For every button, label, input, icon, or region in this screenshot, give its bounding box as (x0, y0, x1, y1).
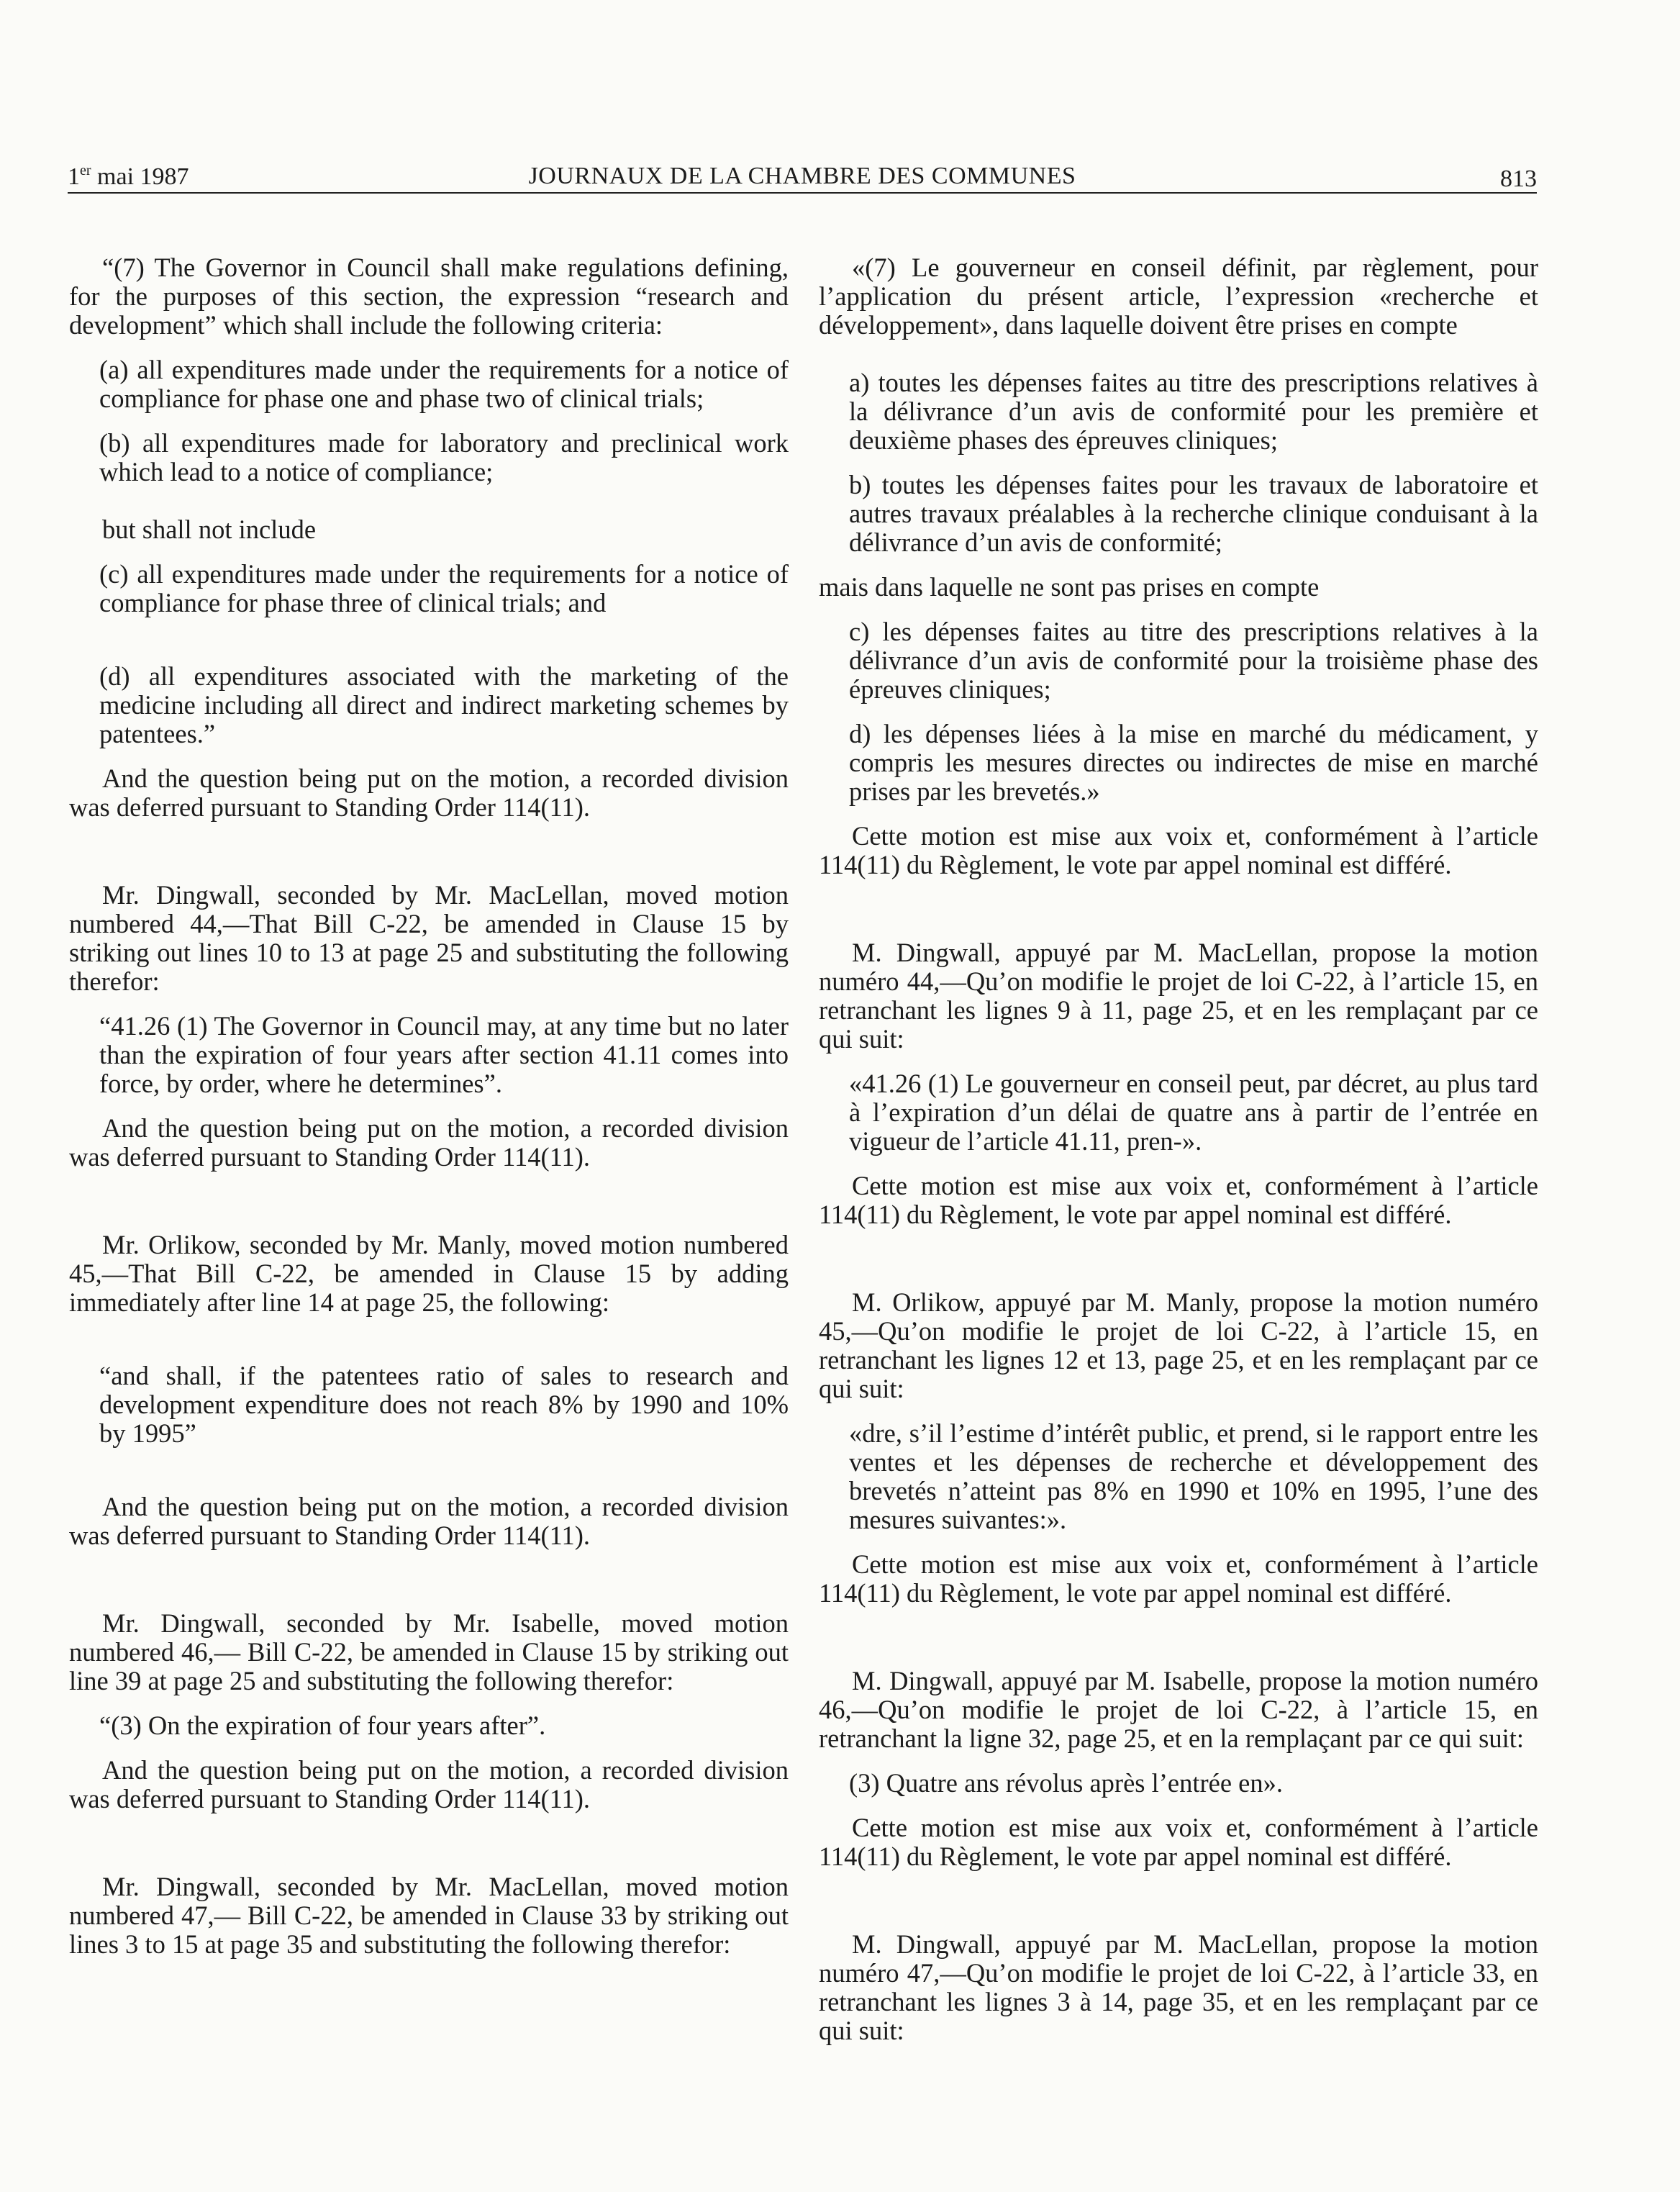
fr-paragraph: M. Dingwall, appuyé par M. Isabelle, propose la motion numéro 46,—Qu’on modifie le projet de loi C-22, à l’article 15, en retranchant la ligne 32, page 25, et en la remplaçant par ce qui suit: (819, 1666, 1538, 1753)
fr-paragraph: «41.26 (1) Le gouverneur en conseil peut, par décret, au plus tard à l’expiration d’un délai de quatre ans à partir de l’entrée en vigueur de l’article 41.11, pren-». (849, 1069, 1538, 1156)
date-superscript: er (80, 163, 91, 178)
en-paragraph: Mr. Dingwall, seconded by Mr. MacLellan, moved motion numbered 44,—That Bill C-22, be amended in Clause 15 by striking out lines 10 to 13 at page 25 and substituting the following therefor: (69, 880, 789, 996)
header-rule (68, 192, 1537, 194)
fr-paragraph: «(7) Le gouverneur en conseil définit, par règlement, pour l’application du présent article, l’expression «recherche et développement», dans laquelle doivent être prises en compte (819, 253, 1538, 340)
fr-paragraph: M. Orlikow, appuyé par M. Manly, propose la motion numéro 45,—Qu’on modifie le projet de loi C-22, à l’article 15, en retranchant les lignes 12 et 13, page 25, et en les remplaçant par ce qui suit: (819, 1287, 1538, 1403)
en-paragraph: “and shall, if the patentees ratio of sales to research and development expenditure does not reach 8% by 1990 and 10% by 1995” (99, 1361, 789, 1448)
fr-paragraph: Cette motion est mise aux voix et, conformément à l’article 114(11) du Règlement, le vote par appel nominal est différé. (819, 1171, 1538, 1229)
date-day: 1 (68, 163, 80, 190)
fr-paragraph: Cette motion est mise aux voix et, conformément à l’article 114(11) du Règlement, le vote par appel nominal est différé. (819, 1813, 1538, 1871)
fr-paragraph: Cette motion est mise aux voix et, conformément à l’article 114(11) du Règlement, le vote par appel nominal est différé. (819, 821, 1538, 879)
fr-paragraph: (3) Quatre ans révolus après l’entrée en». (849, 1768, 1283, 1798)
en-paragraph: And the question being put on the motion, a recorded division was deferred pursuant to Standing Order 114(11). (69, 1492, 789, 1550)
fr-paragraph: Cette motion est mise aux voix et, conformément à l’article 114(11) du Règlement, le vote par appel nominal est différé. (819, 1549, 1538, 1608)
en-paragraph: “(3) On the expiration of four years after”. (99, 1711, 546, 1740)
date-rest: mai 1987 (91, 163, 189, 190)
fr-paragraph: «dre, s’il l’estime d’intérêt public, et prend, si le rapport entre les ventes et les dépenses de recherche et développement des brevetés n’atteint pas 8% en 1990 et 10% en 1995, l’une des mesures suivantes:». (849, 1418, 1538, 1534)
en-paragraph: And the question being put on the motion, a recorded division was deferred pursuant to Standing Order 114(11). (69, 1755, 789, 1813)
fr-paragraph: a) toutes les dépenses faites au titre des prescriptions relatives à la délivrance d’un avis de conformité pour les première et deuxième phases des épreuves cliniques; (849, 368, 1538, 455)
en-paragraph: (d) all expenditures associated with the marketing of the medicine including all direct and indirect marketing schemes by patentees.” (99, 661, 789, 748)
english-column (69, 253, 789, 1975)
en-paragraph: Mr. Orlikow, seconded by Mr. Manly, moved motion numbered 45,—That Bill C-22, be amended in Clause 15 by adding immediately after line 14 at page 25, the following: (69, 1230, 789, 1317)
en-paragraph: “(7) The Governor in Council shall make regulations defining, for the purposes of this section, the expression “research and development” which shall include the following criteria: (69, 253, 789, 340)
fr-paragraph: d) les dépenses liées à la mise en marché du médicament, y compris les mesures directes ou indirectes de mise en marché prises par les brevetés.» (849, 719, 1538, 806)
en-paragraph: but shall not include (102, 515, 317, 544)
fr-paragraph: b) toutes les dépenses faites pour les travaux de laboratoire et autres travaux préalables à la recherche clinique conduisant à la délivrance d’un avis de conformité; (849, 470, 1538, 557)
en-paragraph: And the question being put on the motion, a recorded division was deferred pursuant to Standing Order 114(11). (69, 764, 789, 822)
page-header (68, 160, 1537, 193)
en-paragraph: “41.26 (1) The Governor in Council may, at any time but no later than the expiration of four years after section 41.11 comes into force, by order, where he determines”. (99, 1011, 789, 1098)
en-paragraph: Mr. Dingwall, seconded by Mr. MacLellan, moved motion numbered 47,— Bill C-22, be amended in Clause 33 by striking out lines 3 to 15 at page 35 and substituting the following therefor: (69, 1872, 789, 1959)
en-paragraph: And the question being put on the motion, a recorded division was deferred pursuant to Standing Order 114(11). (69, 1113, 789, 1172)
journal-title: JOURNAUX DE LA CHAMBRE DES COMMUNES (528, 163, 1076, 189)
page-number: 813 (1500, 166, 1537, 192)
fr-paragraph: M. Dingwall, appuyé par M. MacLellan, propose la motion numéro 47,—Qu’on modifie le projet de loi C-22, à l’article 33, en retranchant les lignes 3 à 14, page 35, et en les remplaçant par ce qui suit: (819, 1929, 1538, 2045)
fr-paragraph: M. Dingwall, appuyé par M. MacLellan, propose la motion numéro 44,—Qu’on modifie le projet de loi C-22, à l’article 15, en retranchant les lignes 9 à 11, page 25, et en les remplaçant par ce qui suit: (819, 938, 1538, 1054)
en-paragraph: (c) all expenditures made under the requirements for a notice of compliance for phase three of clinical trials; and (99, 559, 789, 617)
en-paragraph: (a) all expenditures made under the requirements for a notice of compliance for phase one and phase two of clinical trials; (99, 355, 789, 413)
en-paragraph: Mr. Dingwall, seconded by Mr. Isabelle, moved motion numbered 46,— Bill C-22, be amended in Clause 15 by striking out line 39 at page 25 and substituting the following therefor: (69, 1608, 789, 1695)
en-paragraph: (b) all expenditures made for laboratory and preclinical work which lead to a notice of compliance; (99, 428, 789, 486)
fr-paragraph: mais dans laquelle ne sont pas prises en compte (819, 572, 1320, 602)
fr-paragraph: c) les dépenses faites au titre des prescriptions relatives à la délivrance d’un avis de conformité pour la troisième phase des épreuves cliniques; (849, 617, 1538, 704)
french-column (819, 253, 1538, 2061)
